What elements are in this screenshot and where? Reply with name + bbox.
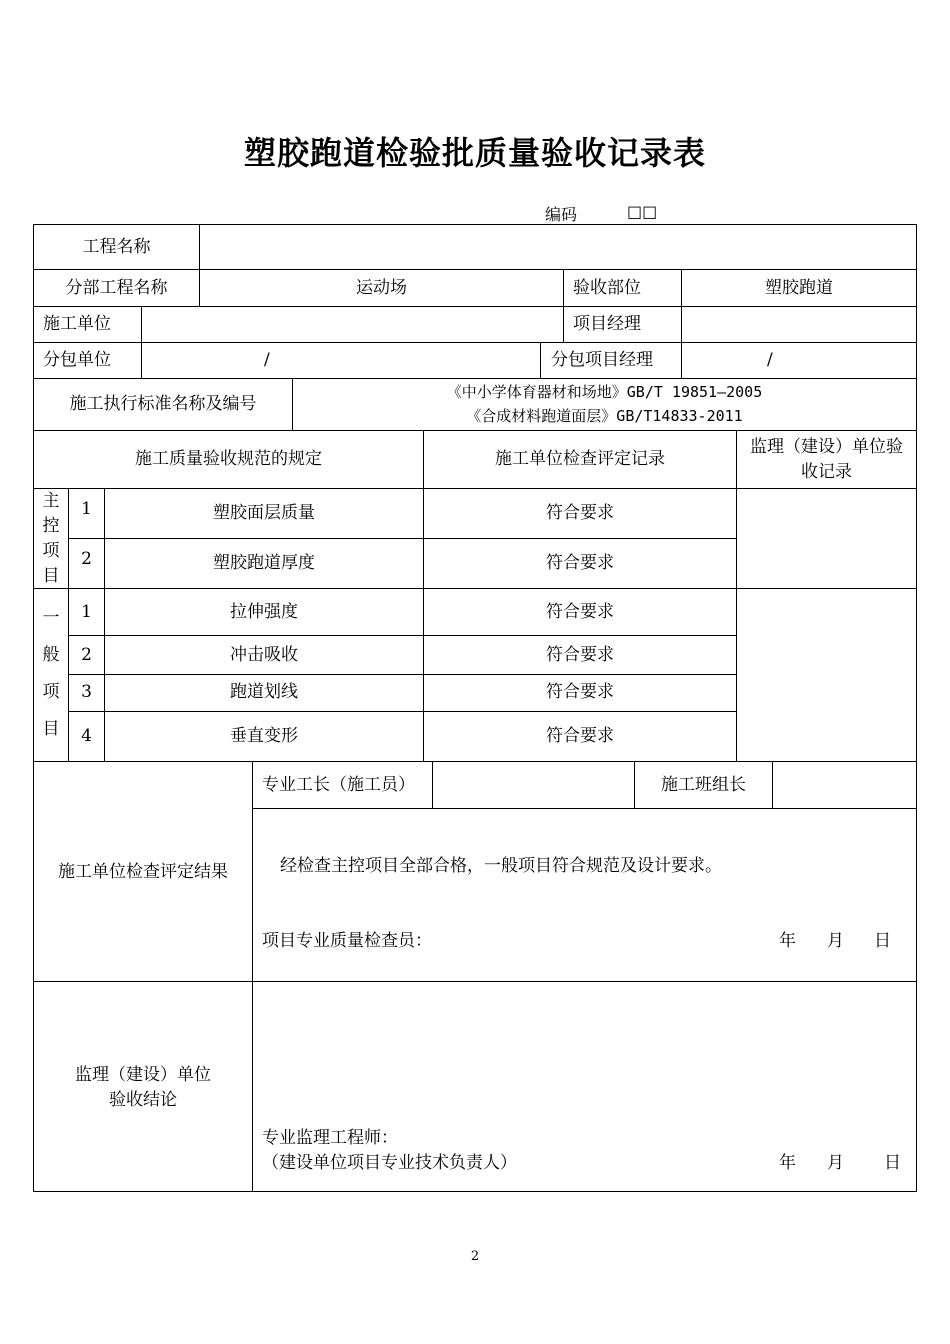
construction-unit-label: 施工单位	[43, 314, 111, 334]
main-item-no: 2	[81, 549, 92, 569]
inspection-part-value: 塑胶跑道	[765, 278, 833, 298]
main-item-result: 符合要求	[546, 553, 614, 573]
date-month: 月	[827, 1153, 844, 1173]
general-item-no: 3	[81, 682, 92, 702]
main-items-group-label: 主 控 项 目	[42, 491, 60, 586]
main-item-no: 1	[81, 499, 92, 519]
date-month: 月	[827, 931, 844, 951]
page-number: 2	[470, 1249, 480, 1264]
standard-line-1: 《中小学体育器材和场地》GB/T 19851—2005	[446, 383, 763, 401]
general-item-result: 符合要求	[546, 602, 614, 622]
supervision-result-label-line-2: 验收结论	[109, 1090, 177, 1110]
supervising-engineer-label: 专业监理工程师：	[262, 1128, 398, 1148]
header-supervision-line-2: 收记录	[801, 462, 852, 482]
date-year: 年	[779, 1153, 796, 1173]
standard-label: 施工执行标准名称及编号	[69, 394, 257, 414]
sub-project-value: 运动场	[356, 278, 407, 298]
supervision-result-label-line-1: 监理（建设）单位	[75, 1065, 211, 1085]
construction-result-label: 施工单位检查评定结果	[58, 862, 228, 882]
subcontract-manager-label: 分包项目经理	[551, 350, 653, 370]
date-day: 日	[874, 931, 891, 951]
general-item-no: 1	[81, 602, 92, 622]
general-item-name: 冲击吸收	[230, 645, 298, 665]
general-items-group-label: 一 般 项 目	[42, 608, 60, 739]
code-label: 编码	[545, 205, 578, 224]
main-item-name: 塑胶面层质量	[213, 503, 315, 523]
header-supervision-line-1: 监理（建设）单位验	[750, 437, 903, 457]
general-item-result: 符合要求	[546, 726, 614, 746]
general-item-name: 垂直变形	[230, 726, 298, 746]
code-value: □□	[627, 202, 658, 221]
project-manager-label: 项目经理	[573, 314, 641, 334]
record-table	[33, 224, 917, 1192]
subcontract-unit-value: /	[264, 350, 270, 370]
header-spec: 施工质量验收规范的规定	[135, 449, 322, 469]
page-title: 塑胶跑道检验批质量验收记录表	[243, 134, 706, 172]
subcontract-unit-label: 分包单位	[43, 350, 111, 370]
general-item-name: 拉伸强度	[230, 602, 298, 622]
sub-project-label: 分部工程名称	[65, 278, 168, 298]
general-item-no: 2	[81, 645, 92, 665]
team-leader-label: 施工班组长	[661, 775, 746, 795]
tech-lead-label: （建设单位项目专业技术负责人）	[262, 1153, 517, 1173]
header-record: 施工单位检查评定记录	[495, 449, 665, 469]
subcontract-manager-value: /	[767, 350, 773, 370]
general-item-result: 符合要求	[546, 645, 614, 665]
general-item-result: 符合要求	[546, 682, 614, 702]
main-item-name: 塑胶跑道厚度	[213, 553, 315, 573]
date-year: 年	[779, 931, 796, 951]
general-item-name: 跑道划线	[230, 682, 298, 702]
quality-inspector-label: 项目专业质量检查员：	[262, 931, 432, 951]
foreman-label: 专业工长（施工员）	[262, 775, 415, 795]
standard-line-2: 《合成材料跑道面层》GB/T14833-2011	[466, 407, 743, 425]
project-name-label: 工程名称	[82, 237, 151, 257]
date-day: 日	[884, 1153, 901, 1173]
general-item-no: 4	[81, 726, 92, 746]
main-item-result: 符合要求	[546, 503, 614, 523]
inspection-part-label: 验收部位	[573, 278, 641, 298]
construction-conclusion: 经检查主控项目全部合格，一般项目符合规范及设计要求。	[280, 856, 722, 876]
